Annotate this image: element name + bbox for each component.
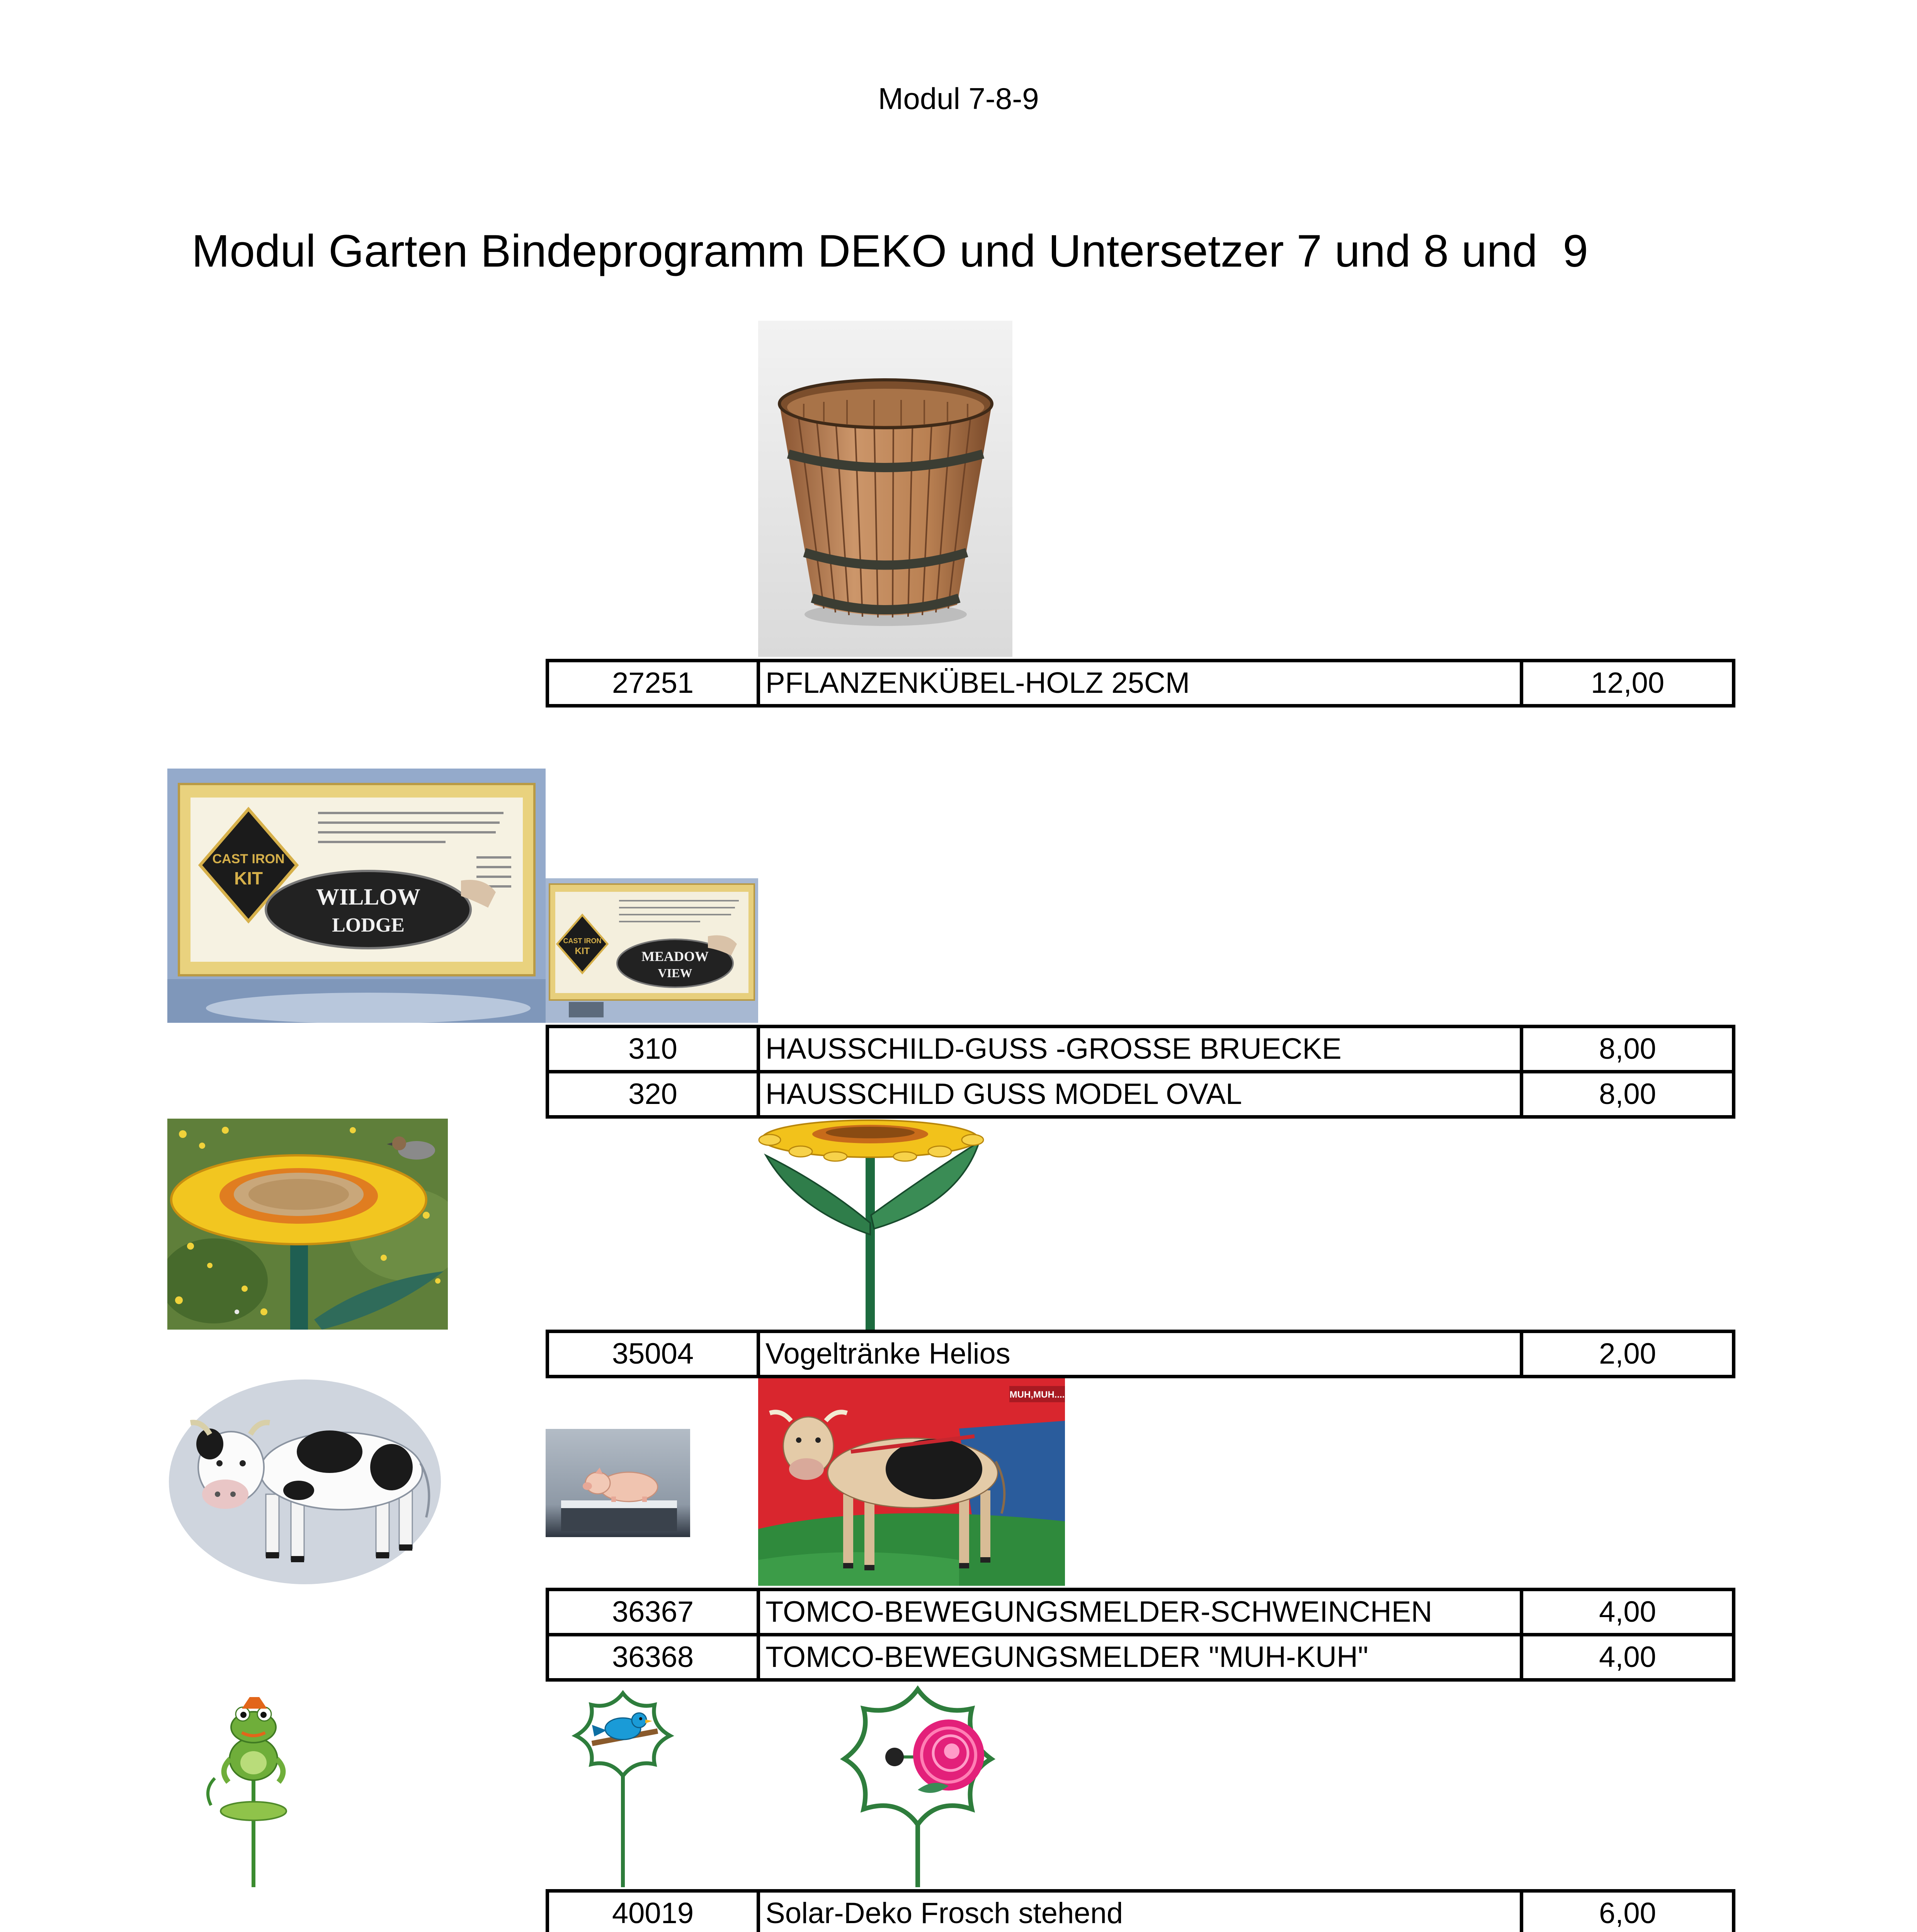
- pig-motion-detector-image: [546, 1429, 690, 1537]
- item-price: 6,00: [1520, 1893, 1732, 1932]
- house-sign-willow-lodge-image: [167, 769, 546, 1023]
- svg-text:KIT: KIT: [575, 946, 590, 956]
- item-description: Solar-Deko Frosch stehend: [757, 1893, 1520, 1932]
- item-price: 12,00: [1520, 662, 1732, 704]
- price-table-bird-bath: [546, 1330, 1735, 1378]
- item-description: TOMCO-BEWEGUNGSMELDER-SCHWEINCHEN: [757, 1591, 1520, 1633]
- solar-rose-image: [802, 1682, 1033, 1887]
- item-description: Vogeltränke Helios: [757, 1333, 1520, 1375]
- page-header: Modul 7-8-9: [878, 82, 1039, 116]
- svg-text:LODGE: LODGE: [332, 914, 405, 936]
- house-sign-meadow-view-image: [546, 878, 758, 1023]
- svg-text:KIT: KIT: [234, 868, 263, 888]
- item-description: HAUSSCHILD GUSS MODEL OVAL: [757, 1073, 1520, 1115]
- item-price: 8,00: [1520, 1073, 1732, 1115]
- item-code: 36367: [612, 1595, 694, 1628]
- solar-cell: [885, 1748, 904, 1766]
- price-table-house-signs: [546, 1025, 1735, 1119]
- solar-bird-on-branch-image: [546, 1682, 703, 1887]
- svg-text:MUH,MUH....: MUH,MUH....: [1009, 1389, 1065, 1400]
- item-code: 27251: [612, 667, 694, 699]
- table-row: [549, 1028, 1732, 1070]
- table-row: [549, 1633, 1732, 1678]
- planter-barrel-image: [758, 321, 1012, 657]
- item-description: PFLANZENKÜBEL-HOLZ 25CM: [757, 662, 1520, 704]
- svg-text:CAST IRON: CAST IRON: [563, 937, 602, 945]
- item-code: 310: [628, 1032, 677, 1065]
- price-table-motion-detectors: [546, 1588, 1735, 1682]
- svg-text:VIEW: VIEW: [658, 966, 692, 980]
- item-code: 320: [628, 1078, 677, 1111]
- cow-motion-detector-poster-image: [758, 1378, 1065, 1586]
- item-code: 35004: [612, 1337, 694, 1370]
- svg-text:MEADOW: MEADOW: [641, 949, 709, 964]
- item-price: 2,00: [1520, 1333, 1732, 1375]
- page-title: Modul Garten Bindeprogramm DEKO und Untersetzer 7 und 8 und 9: [192, 226, 1589, 277]
- bird-bath-stem: [290, 1235, 308, 1330]
- svg-text:WILLOW: WILLOW: [316, 884, 421, 910]
- item-price: 8,00: [1520, 1028, 1732, 1070]
- item-price: 4,00: [1520, 1636, 1732, 1678]
- item-description: HAUSSCHILD-GUSS -GROSSE BRUECKE: [757, 1028, 1520, 1070]
- svg-text:CAST IRON: CAST IRON: [212, 852, 285, 866]
- table-row: [549, 1070, 1732, 1115]
- bird-bath-garden-image: [167, 1119, 448, 1330]
- table-row: [549, 1333, 1732, 1375]
- item-description: TOMCO-BEWEGUNGSMELDER "MUH-KUH": [757, 1636, 1520, 1678]
- sign-oval: [266, 871, 471, 948]
- cow-figure-image: [167, 1378, 443, 1586]
- price-table-solar-deco: [546, 1889, 1735, 1932]
- table-row: [549, 1591, 1732, 1633]
- table-row: [549, 662, 1732, 704]
- table-row: [549, 1893, 1732, 1932]
- item-code: 40019: [612, 1897, 694, 1930]
- price-table-planter: [546, 659, 1735, 707]
- solar-frog-image: [192, 1682, 322, 1887]
- item-price: 4,00: [1520, 1591, 1732, 1633]
- item-code: 36368: [612, 1641, 694, 1673]
- sunflower-stake-image: [758, 1119, 985, 1330]
